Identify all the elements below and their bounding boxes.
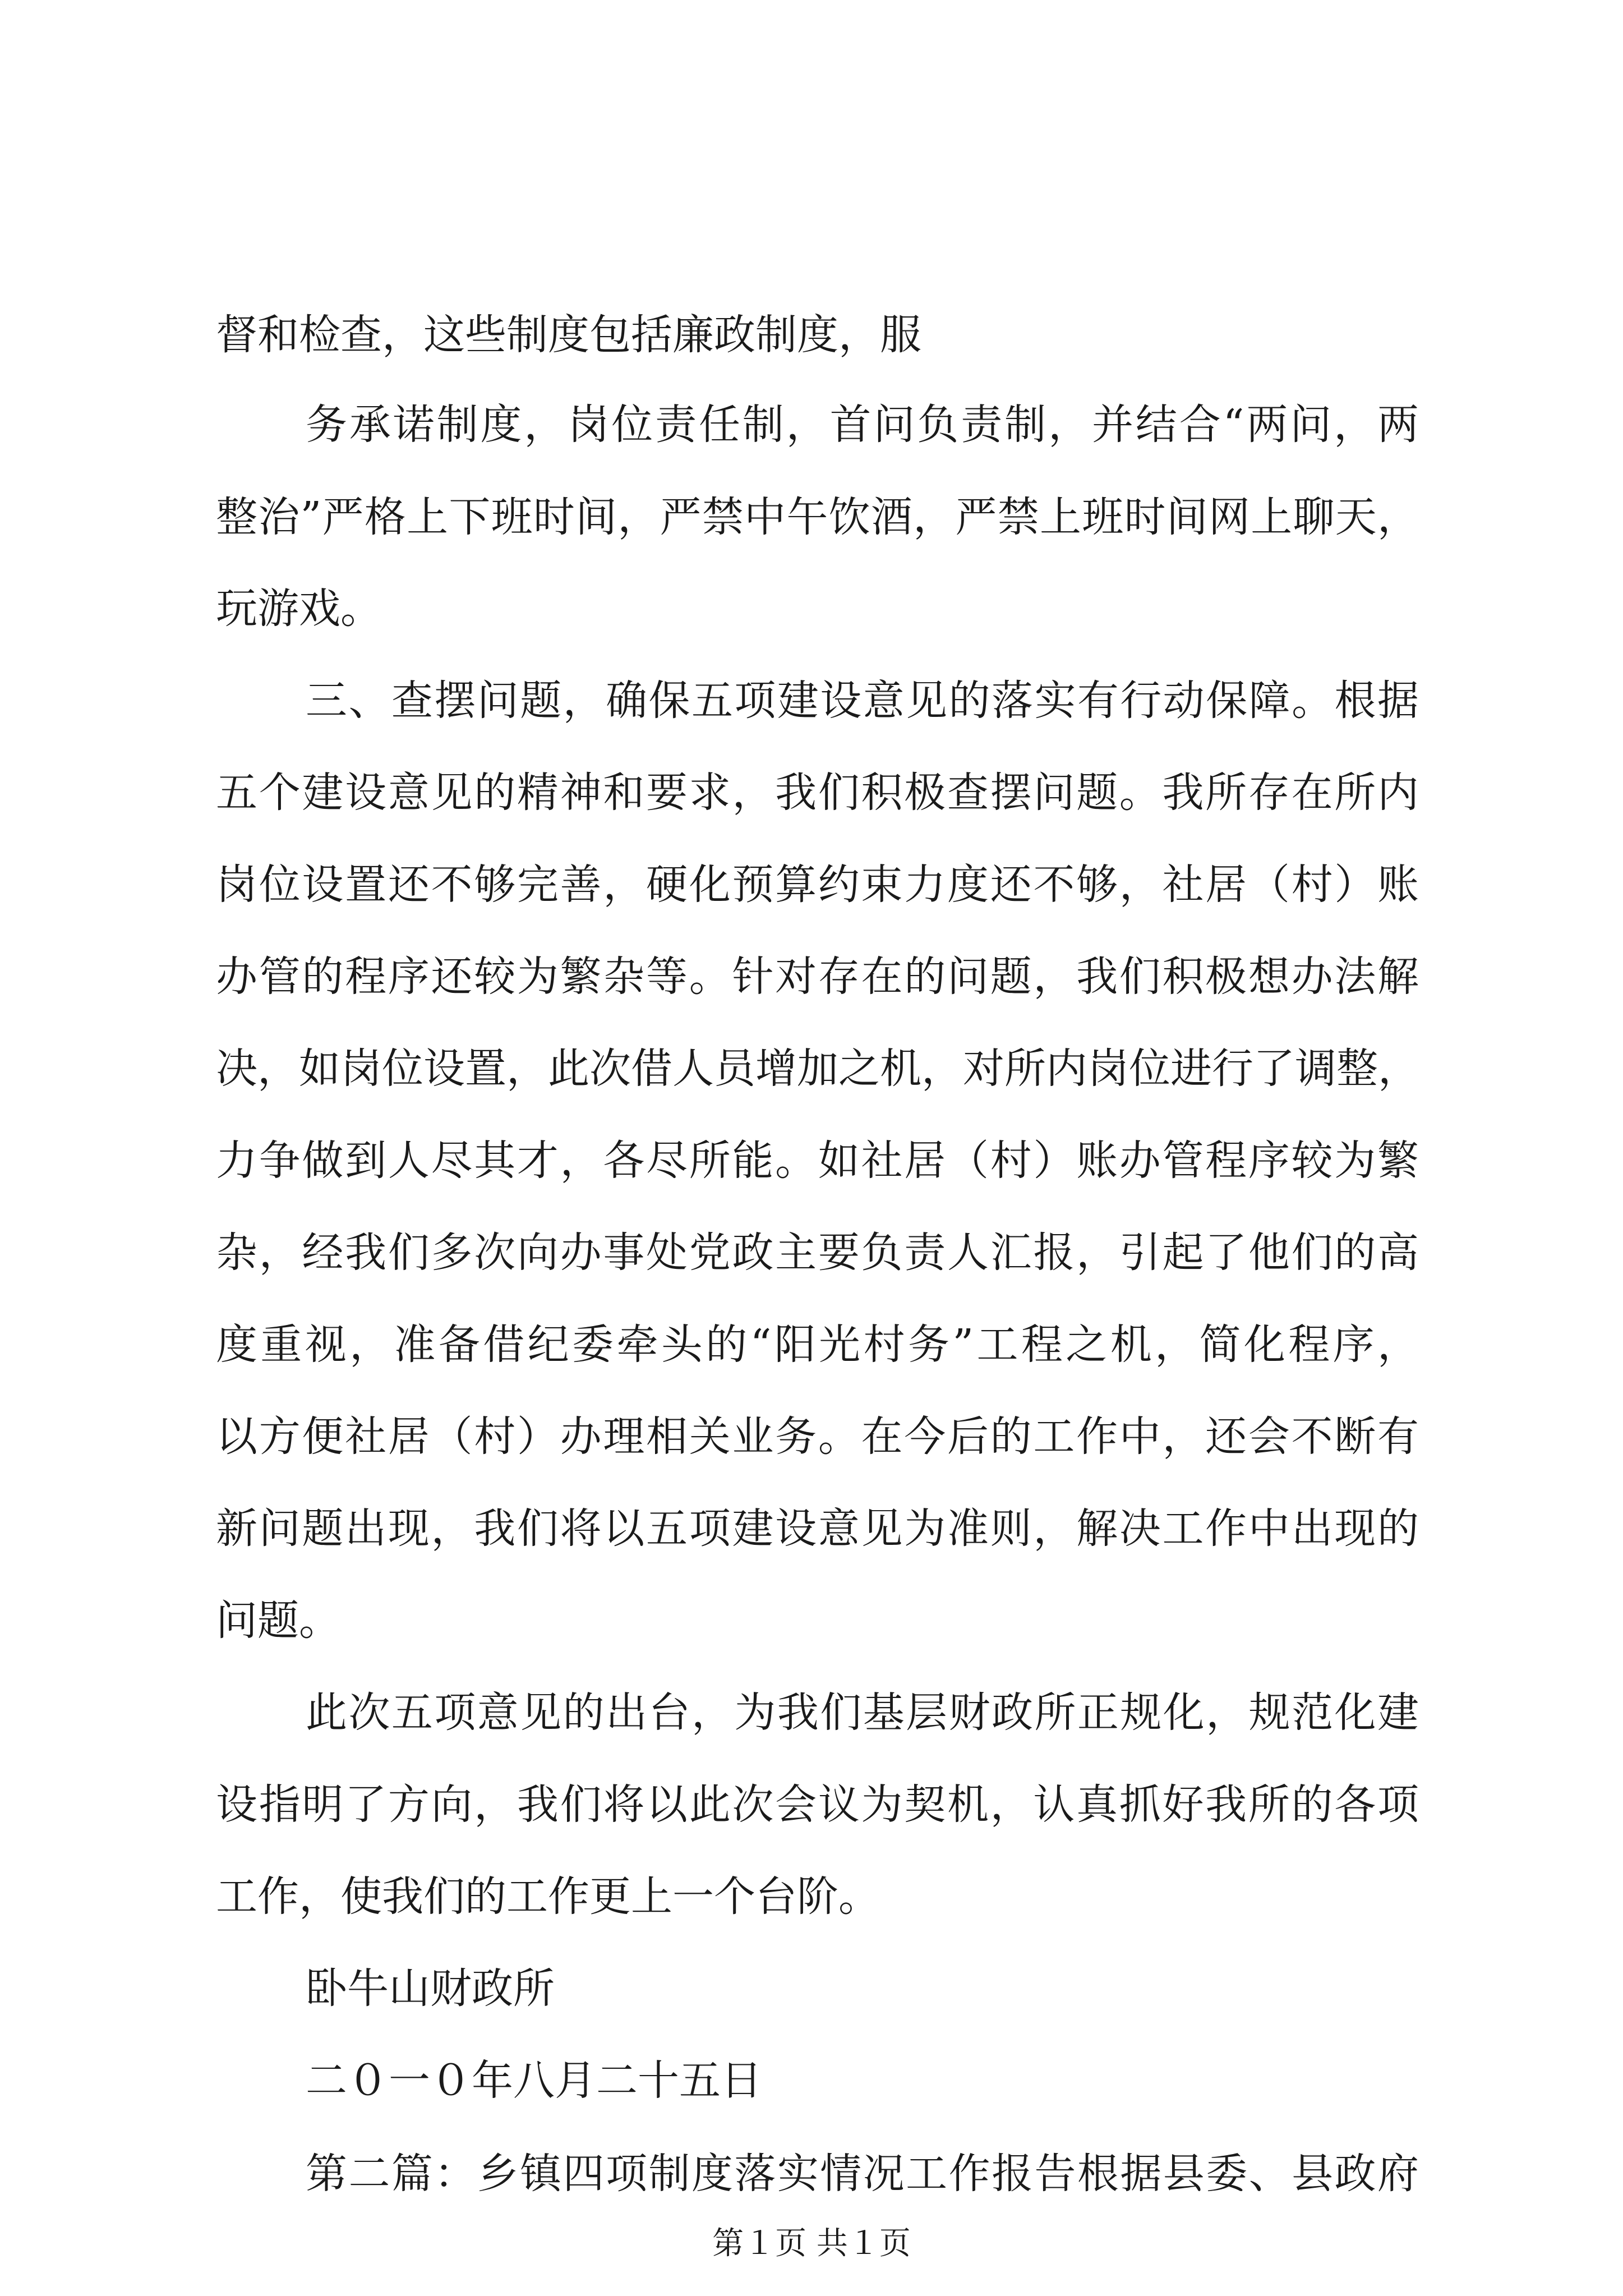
- text-line-2: 务承诺制度，岗位责任制，首问负责制，并结合“两问，两: [306, 401, 1419, 449]
- page-footer: 第１页 共１页: [712, 2225, 911, 2262]
- text-line-17: 设指明了方向，我们将以此次会议为契机，认真抓好我所的各项: [216, 1780, 1419, 1829]
- text-line-16: 此次五项意见的出台，为我们基层财政所正规化，规范化建: [306, 1688, 1419, 1737]
- text-line-1: 督和检查，这些制度包括廉政制度，服: [216, 311, 921, 359]
- text-line-13: 以方便社居（村）办理相关业务。在今后的工作中，还会不断有: [216, 1412, 1419, 1461]
- text-line-15: 问题。: [216, 1596, 340, 1645]
- signature-date: 二０一０年八月二十五日: [306, 2056, 762, 2105]
- text-line-14: 新问题出现，我们将以五项建设意见为准则，解决工作中出现的: [216, 1504, 1419, 1553]
- text-line-6: 五个建设意见的精神和要求，我们积极查摆问题。我所存在所内: [216, 769, 1419, 817]
- text-line-18: 工作，使我们的工作更上一个台阶。: [216, 1872, 880, 1921]
- text-line-3: 整治”严格上下班时间，严禁中午饮酒，严禁上班时间网上聊天，: [216, 493, 1419, 541]
- text-line-7: 岗位设置还不够完善，硬化预算约束力度还不够，社居（村）账: [216, 861, 1419, 909]
- text-line-12: 度重视，准备借纪委牵头的“阳光村务”工程之机，简化程序，: [216, 1320, 1419, 1369]
- text-line-10: 力争做到人尽其才，各尽所能。如社居（村）账办管程序较为繁: [216, 1137, 1419, 1185]
- text-line-11: 杂，经我们多次向办事处党政主要负责人汇报，引起了他们的高: [216, 1228, 1419, 1277]
- text-line-4: 玩游戏。: [216, 585, 382, 633]
- text-line-21: 第二篇：乡镇四项制度落实情况工作报告根据县委、县政府: [306, 2150, 1419, 2198]
- text-line-9: 决，如岗位设置，此次借人员增加之机，对所内岗位进行了调整，: [216, 1045, 1419, 1093]
- signature-org: 卧牛山财政所: [306, 1964, 555, 2013]
- text-line-8: 办管的程序还较为繁杂等。针对存在的问题，我们积极想办法解: [216, 953, 1419, 1001]
- text-line-5: 三、查摆问题，确保五项建设意见的落实有行动保障。根据: [306, 677, 1419, 725]
